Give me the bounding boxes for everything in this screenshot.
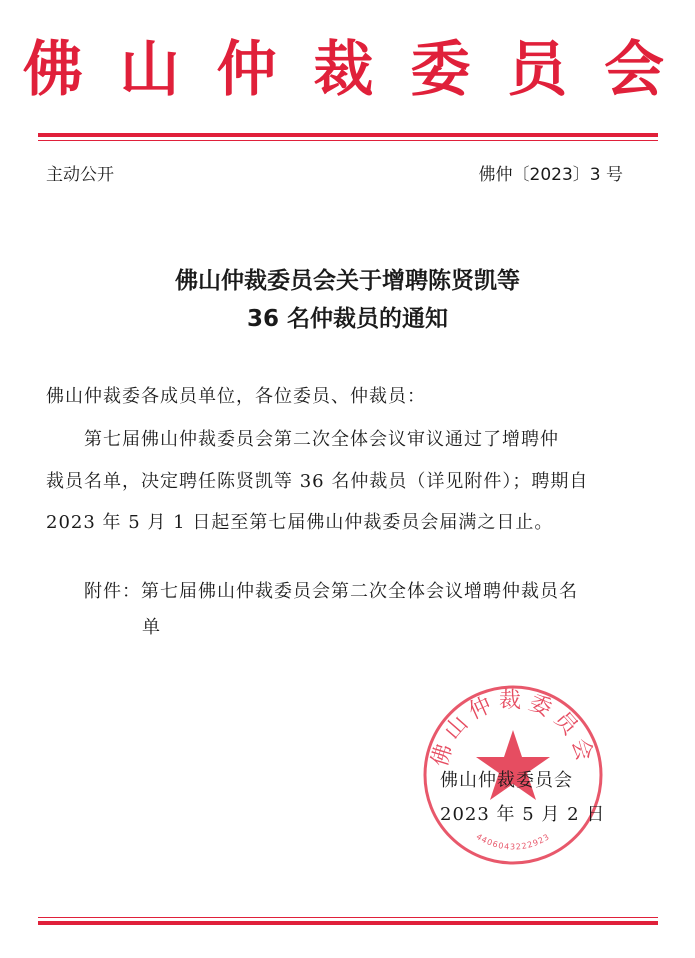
seal-text: 佛山仲裁委员会 [427,688,599,770]
document-title-line-2: 36 名仲裁员的通知 [246,306,448,332]
body-paragraph-line-3: 2023 年 5 月 1 日起至第七届佛山仲裁委员会届满之日止。 [46,512,554,533]
attachment-line-2: 单 [142,617,161,638]
body-paragraph-line-2: 裁员名单，决定聘任陈贤凯等 36 名仲裁员（详见附件）；聘期自 [46,471,589,492]
top-divider [38,133,658,137]
bottom-divider-thin [38,917,658,918]
document-number: 佛仲〔2023〕3 号 [478,165,623,185]
masthead: 佛 山 仲 裁 委 员 会 [22,35,673,105]
disclosure-label: 主动公开 [46,165,114,185]
signature-organization: 佛山仲裁委员会 [440,770,573,791]
document-title-line-1: 佛山仲裁委员会关于增聘陈贤凯等 [175,268,520,294]
signature-date: 2023 年 5 月 2 日 [440,804,606,825]
bottom-divider [38,921,658,925]
top-divider-thin [38,140,658,141]
salutation: 佛山仲裁委各成员单位，各位委员、仲裁员： [46,386,426,407]
attachment-line-1: 附件：第七届佛山仲裁委员会第二次全体会议增聘仲裁员名 [84,581,578,602]
svg-text:4406043222923 [475,832,552,851]
body-paragraph-line-1: 第七届佛山仲裁委员会第二次全体会议审议通过了增聘仲 [84,429,559,450]
seal-code: 4406043222923 [474,832,552,852]
